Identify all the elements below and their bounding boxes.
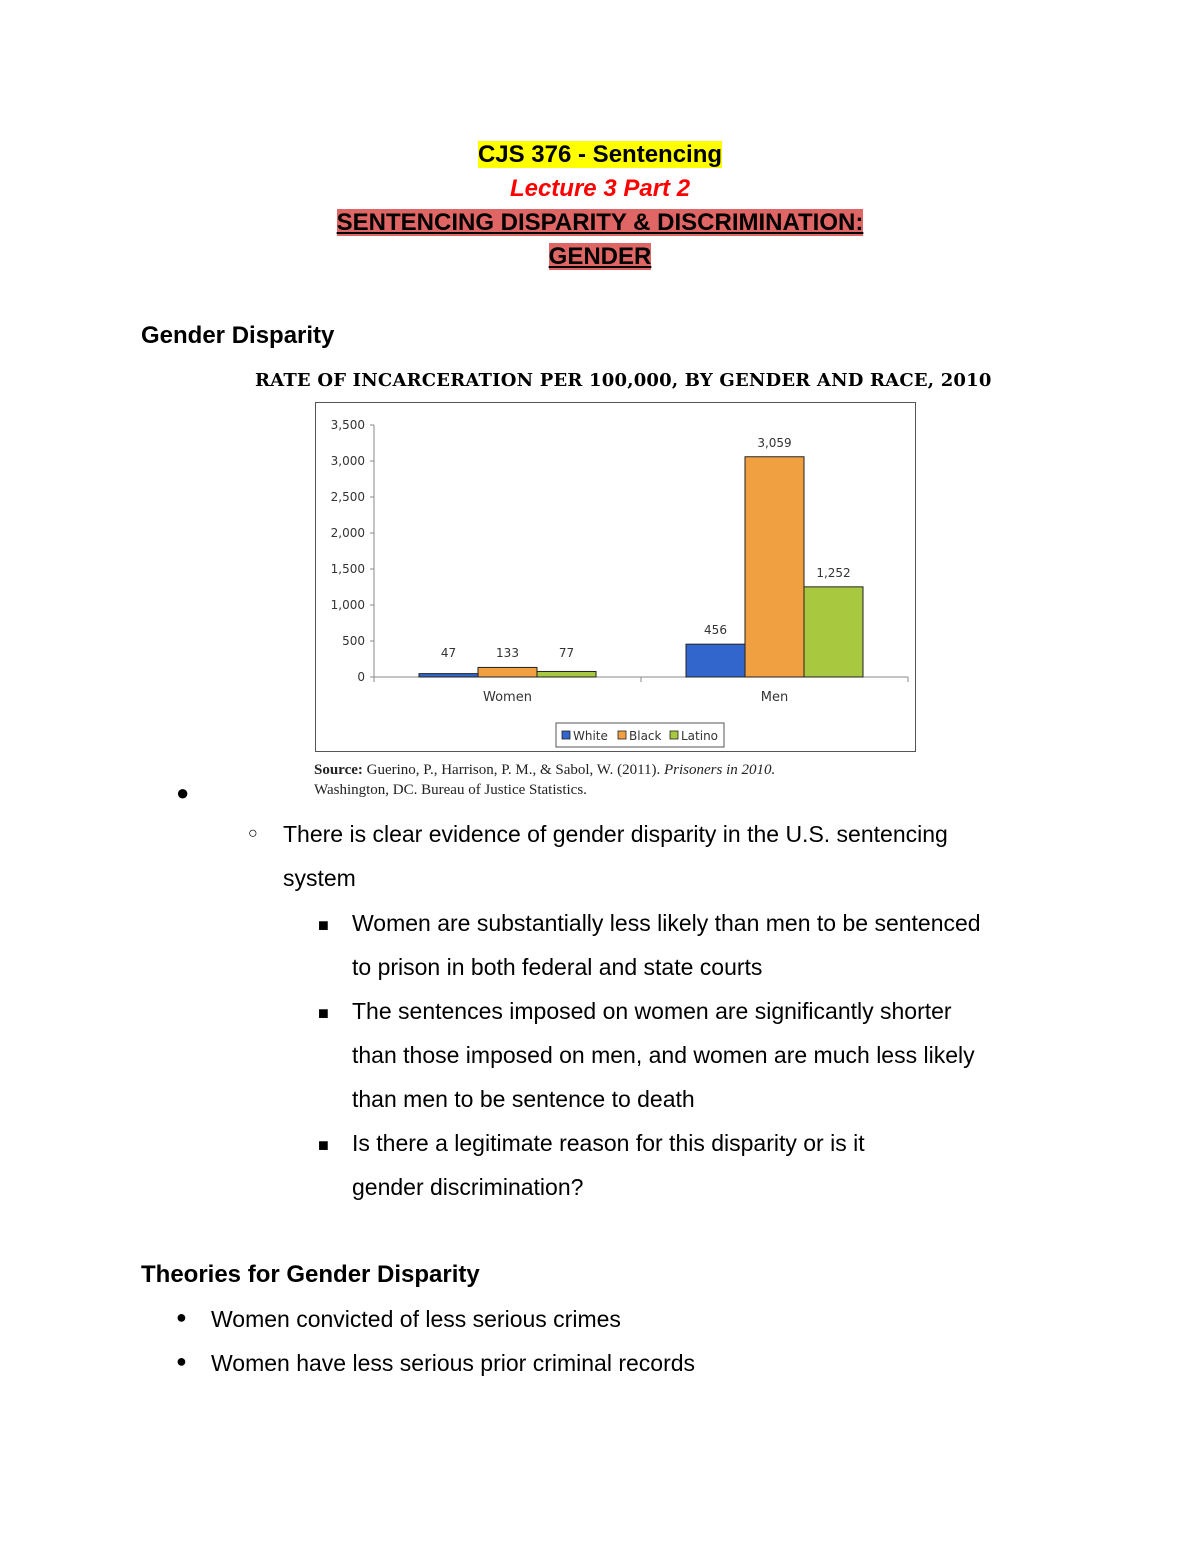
square-bullet-icon: ■ bbox=[318, 915, 329, 935]
empty-bullet: ● bbox=[176, 780, 190, 805]
point-line: gender discrimination? bbox=[352, 1174, 584, 1200]
y-tick-label: 1,500 bbox=[330, 562, 365, 576]
bullet-icon: ● bbox=[176, 1351, 187, 1371]
y-tick-label: 3,500 bbox=[330, 418, 365, 432]
y-tick-label: 2,500 bbox=[330, 490, 365, 504]
data-label: 47 bbox=[440, 646, 457, 660]
y-tick-label: 3,000 bbox=[330, 454, 365, 468]
data-label: 133 bbox=[496, 646, 519, 660]
point-legitimate-reason bbox=[352, 1121, 865, 1209]
legend-swatch-latino bbox=[670, 731, 678, 739]
point-line: Women are substantially less likely than men to be sentenced bbox=[352, 910, 981, 936]
y-tick-label: 500 bbox=[342, 634, 365, 648]
hollow-bullet-icon: ○ bbox=[248, 825, 258, 842]
chart-source bbox=[314, 760, 775, 800]
point-line: The sentences imposed on women are significantly shorter bbox=[352, 998, 952, 1024]
point-shorter-sentences bbox=[352, 989, 975, 1121]
legend-label-latino: Latino bbox=[681, 729, 719, 743]
y-tick-label: 0 bbox=[357, 670, 365, 684]
bullet-icon: ● bbox=[176, 1307, 187, 1327]
chart-svg bbox=[316, 403, 915, 751]
point-line: Is there a legitimate reason for this disparity or is it bbox=[352, 1130, 865, 1156]
section-heading-gender-disparity: Gender Disparity bbox=[141, 322, 335, 349]
data-label: 3,059 bbox=[757, 435, 792, 450]
course-title: CJS 376 - Sentencing bbox=[477, 141, 723, 168]
source-publisher: Washington, DC. Bureau of Justice Statistics. bbox=[314, 782, 587, 798]
source-authors: Guerino, P., Harrison, P. M., & Sabol, W. (2011). bbox=[362, 762, 661, 778]
theory-item-prior-records: Women have less serious prior criminal records bbox=[211, 1350, 696, 1376]
bar-white-women bbox=[419, 674, 478, 677]
bar-white-men bbox=[686, 644, 745, 677]
bar-latino-women bbox=[537, 671, 596, 677]
data-label: 456 bbox=[704, 623, 727, 638]
legend-swatch-white bbox=[562, 731, 570, 739]
data-label: 77 bbox=[558, 646, 575, 660]
bar-latino-men bbox=[804, 587, 863, 677]
title-block bbox=[0, 138, 1200, 274]
point-line: to prison in both federal and state courts bbox=[352, 954, 763, 980]
x-category-label: Women bbox=[483, 690, 532, 705]
y-tick-label: 2,000 bbox=[330, 526, 365, 540]
data-label: 1,252 bbox=[816, 565, 851, 580]
source-label: Source: bbox=[314, 762, 363, 778]
sub-item-line1: There is clear evidence of gender disparity in the U.S. sentencing bbox=[283, 821, 948, 847]
x-category-label: Men bbox=[760, 690, 789, 705]
point-less-likely-prison bbox=[352, 901, 981, 989]
bar-black-men bbox=[745, 457, 804, 677]
topic-title-line2: GENDER bbox=[548, 243, 652, 270]
legend-swatch-black bbox=[618, 731, 626, 739]
source-title: Prisoners in 2010. bbox=[664, 762, 776, 778]
section-heading-theories: Theories for Gender Disparity bbox=[141, 1261, 480, 1288]
square-bullet-icon: ■ bbox=[318, 1135, 329, 1155]
bar-black-women bbox=[478, 667, 537, 677]
sub-item-disparity-evidence bbox=[283, 812, 948, 900]
point-line: than men to be sentence to death bbox=[352, 1086, 695, 1112]
chart-title: RATE OF INCARCERATION PER 100,000, BY GENDER AND RACE, 2010 bbox=[255, 370, 992, 391]
square-bullet-icon: ■ bbox=[318, 1003, 329, 1023]
bar-chart bbox=[315, 402, 916, 752]
y-tick-label: 1,000 bbox=[330, 598, 365, 612]
legend-label-black: Black bbox=[629, 729, 662, 743]
sub-item-line2: system bbox=[283, 865, 356, 891]
topic-title-line1: SENTENCING DISPARITY & DISCRIMINATION: bbox=[336, 209, 864, 236]
lecture-subtitle: Lecture 3 Part 2 bbox=[509, 175, 691, 202]
point-line: than those imposed on men, and women are much less likely bbox=[352, 1042, 975, 1068]
theory-item-less-serious-crimes: Women convicted of less serious crimes bbox=[211, 1306, 621, 1332]
legend-label-white: White bbox=[573, 729, 608, 743]
